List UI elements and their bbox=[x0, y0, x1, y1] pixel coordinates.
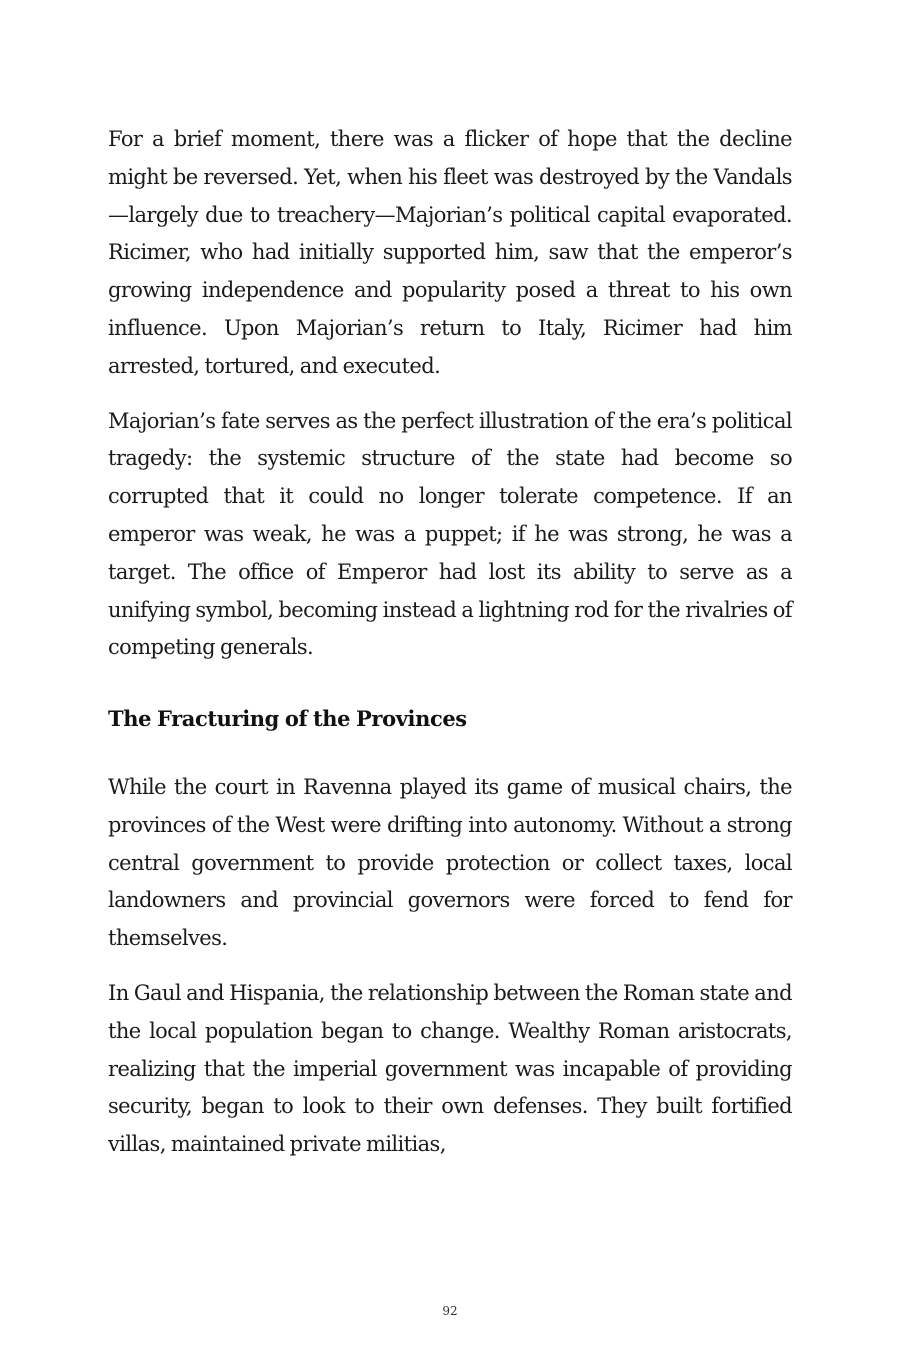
paragraph-gaul-hispania: In Gaul and Hispania, the relationship between the Roman state and the local population began to change. Wealthy Roman aristocrats, realizing that the imperial government was incapable of providing security, began to look to their own defenses. They built fortified villas, maintained private militias, bbox=[108, 980, 792, 1157]
body-text bbox=[108, 121, 792, 1181]
page-number: 92 bbox=[442, 1304, 458, 1318]
paragraph-majorian-fleet: For a brief moment, there was a flicker of hope that the decline might be reversed. Yet, when his fleet was destroyed by the Vandals—largely due to treachery—Majorian’s political capital evaporated. Ricimer, who had initially supported him, saw that the emperor’s growing independence and popularity posed a threat to his own influence. Upon Majorian’s return to Italy, Ricimer had him arrested, tortured, and executed. bbox=[108, 127, 792, 378]
section-heading: The Fracturing of the Provinces bbox=[108, 706, 467, 732]
paragraph-provinces-autonomy: While the court in Ravenna played its game of musical chairs, the provinces of the West were drifting into autonomy. Without a strong central government to provide protection or collect taxes, local landowners and provincial governors were forced to fend for themselves. bbox=[108, 774, 792, 951]
paragraph-majorian-fate: Majorian’s fate serves as the perfect illustration of the era’s political tragedy: the systemic structure of the state had become so corrupted that it could no longer tolerate competence. If an emperor was weak, he was a puppet; if he was strong, he was a target. The office of Emperor had lost its ability to serve as a unifying symbol, becoming instead a lightning rod for the rivalries of competing generals. bbox=[108, 408, 792, 660]
